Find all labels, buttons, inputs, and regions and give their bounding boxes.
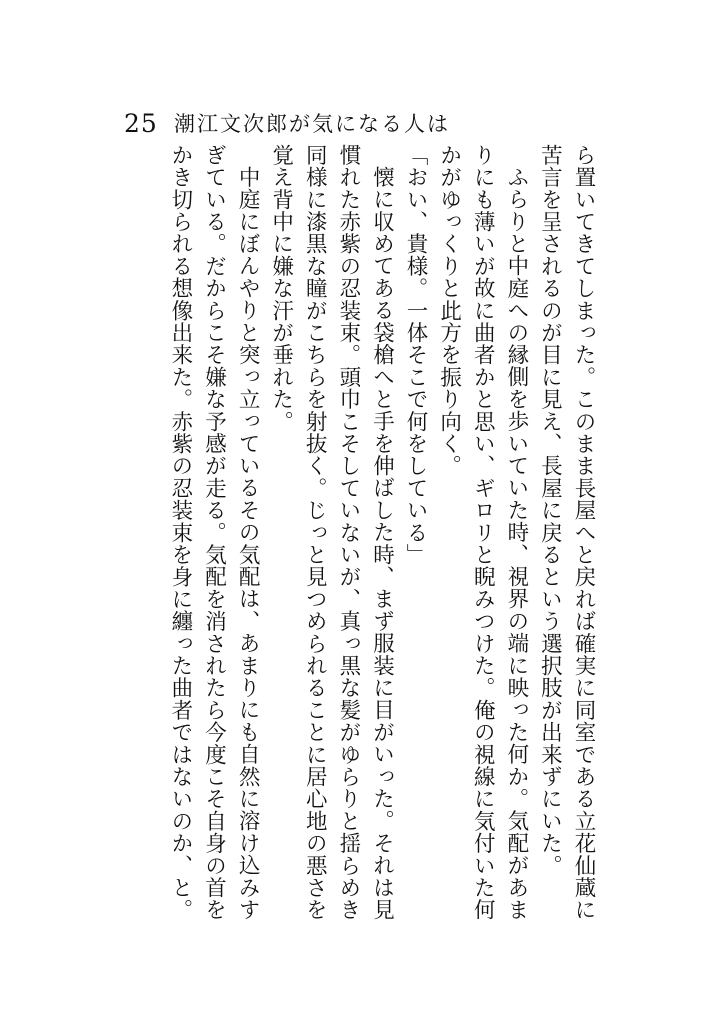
paragraph-1: ら置いてきてしまった。このまま長屋へと戻れば確実に同室である立花仙蔵に苦言を呈されるのが目に見え、長屋に戻るという選択肢が出来ずにいた。: [537, 144, 596, 921]
page-number: 25: [124, 109, 158, 138]
vertical-body-text: [150, 144, 600, 924]
chapter-title: 潮江文次郎が気になる人は: [174, 112, 450, 136]
paragraph-3-dialogue: 「おい、貴様。一体そこで何をしている」: [403, 144, 429, 566]
paragraph-5: 中庭にぼんやりと突っ立っているその気配は、あまりにも自然に溶け込みすぎている。だからこそ嫌な予感が走る。気配を消されたら今度こそ自身の首をかき切られる想像出来た。赤紫の忍装束を身に纏った曲者ではないのか、と。: [167, 144, 261, 922]
paragraph-2: ふらりと中庭への縁側を歩いていた時、視界の端に映った何か。気配があまりにも薄いが故に曲者かと思い、ギロリと睨みつけた。俺の視線に気付いた何かがゆっくりと此方を振り向く。: [436, 144, 529, 921]
paragraph-4: 懐に収めてある袋槍へと手を伸ばした時、まず服装に目がいった。それは見慣れた赤紫の忍装束。頭巾こそしていないが、真っ黒な髪がゆらりと揺らめき同様に漆黒な瞳がこちらを射抜く。じっと見つめられることに居心地の悪さを覚え背中に嫌な汗が垂れた。: [268, 144, 395, 921]
